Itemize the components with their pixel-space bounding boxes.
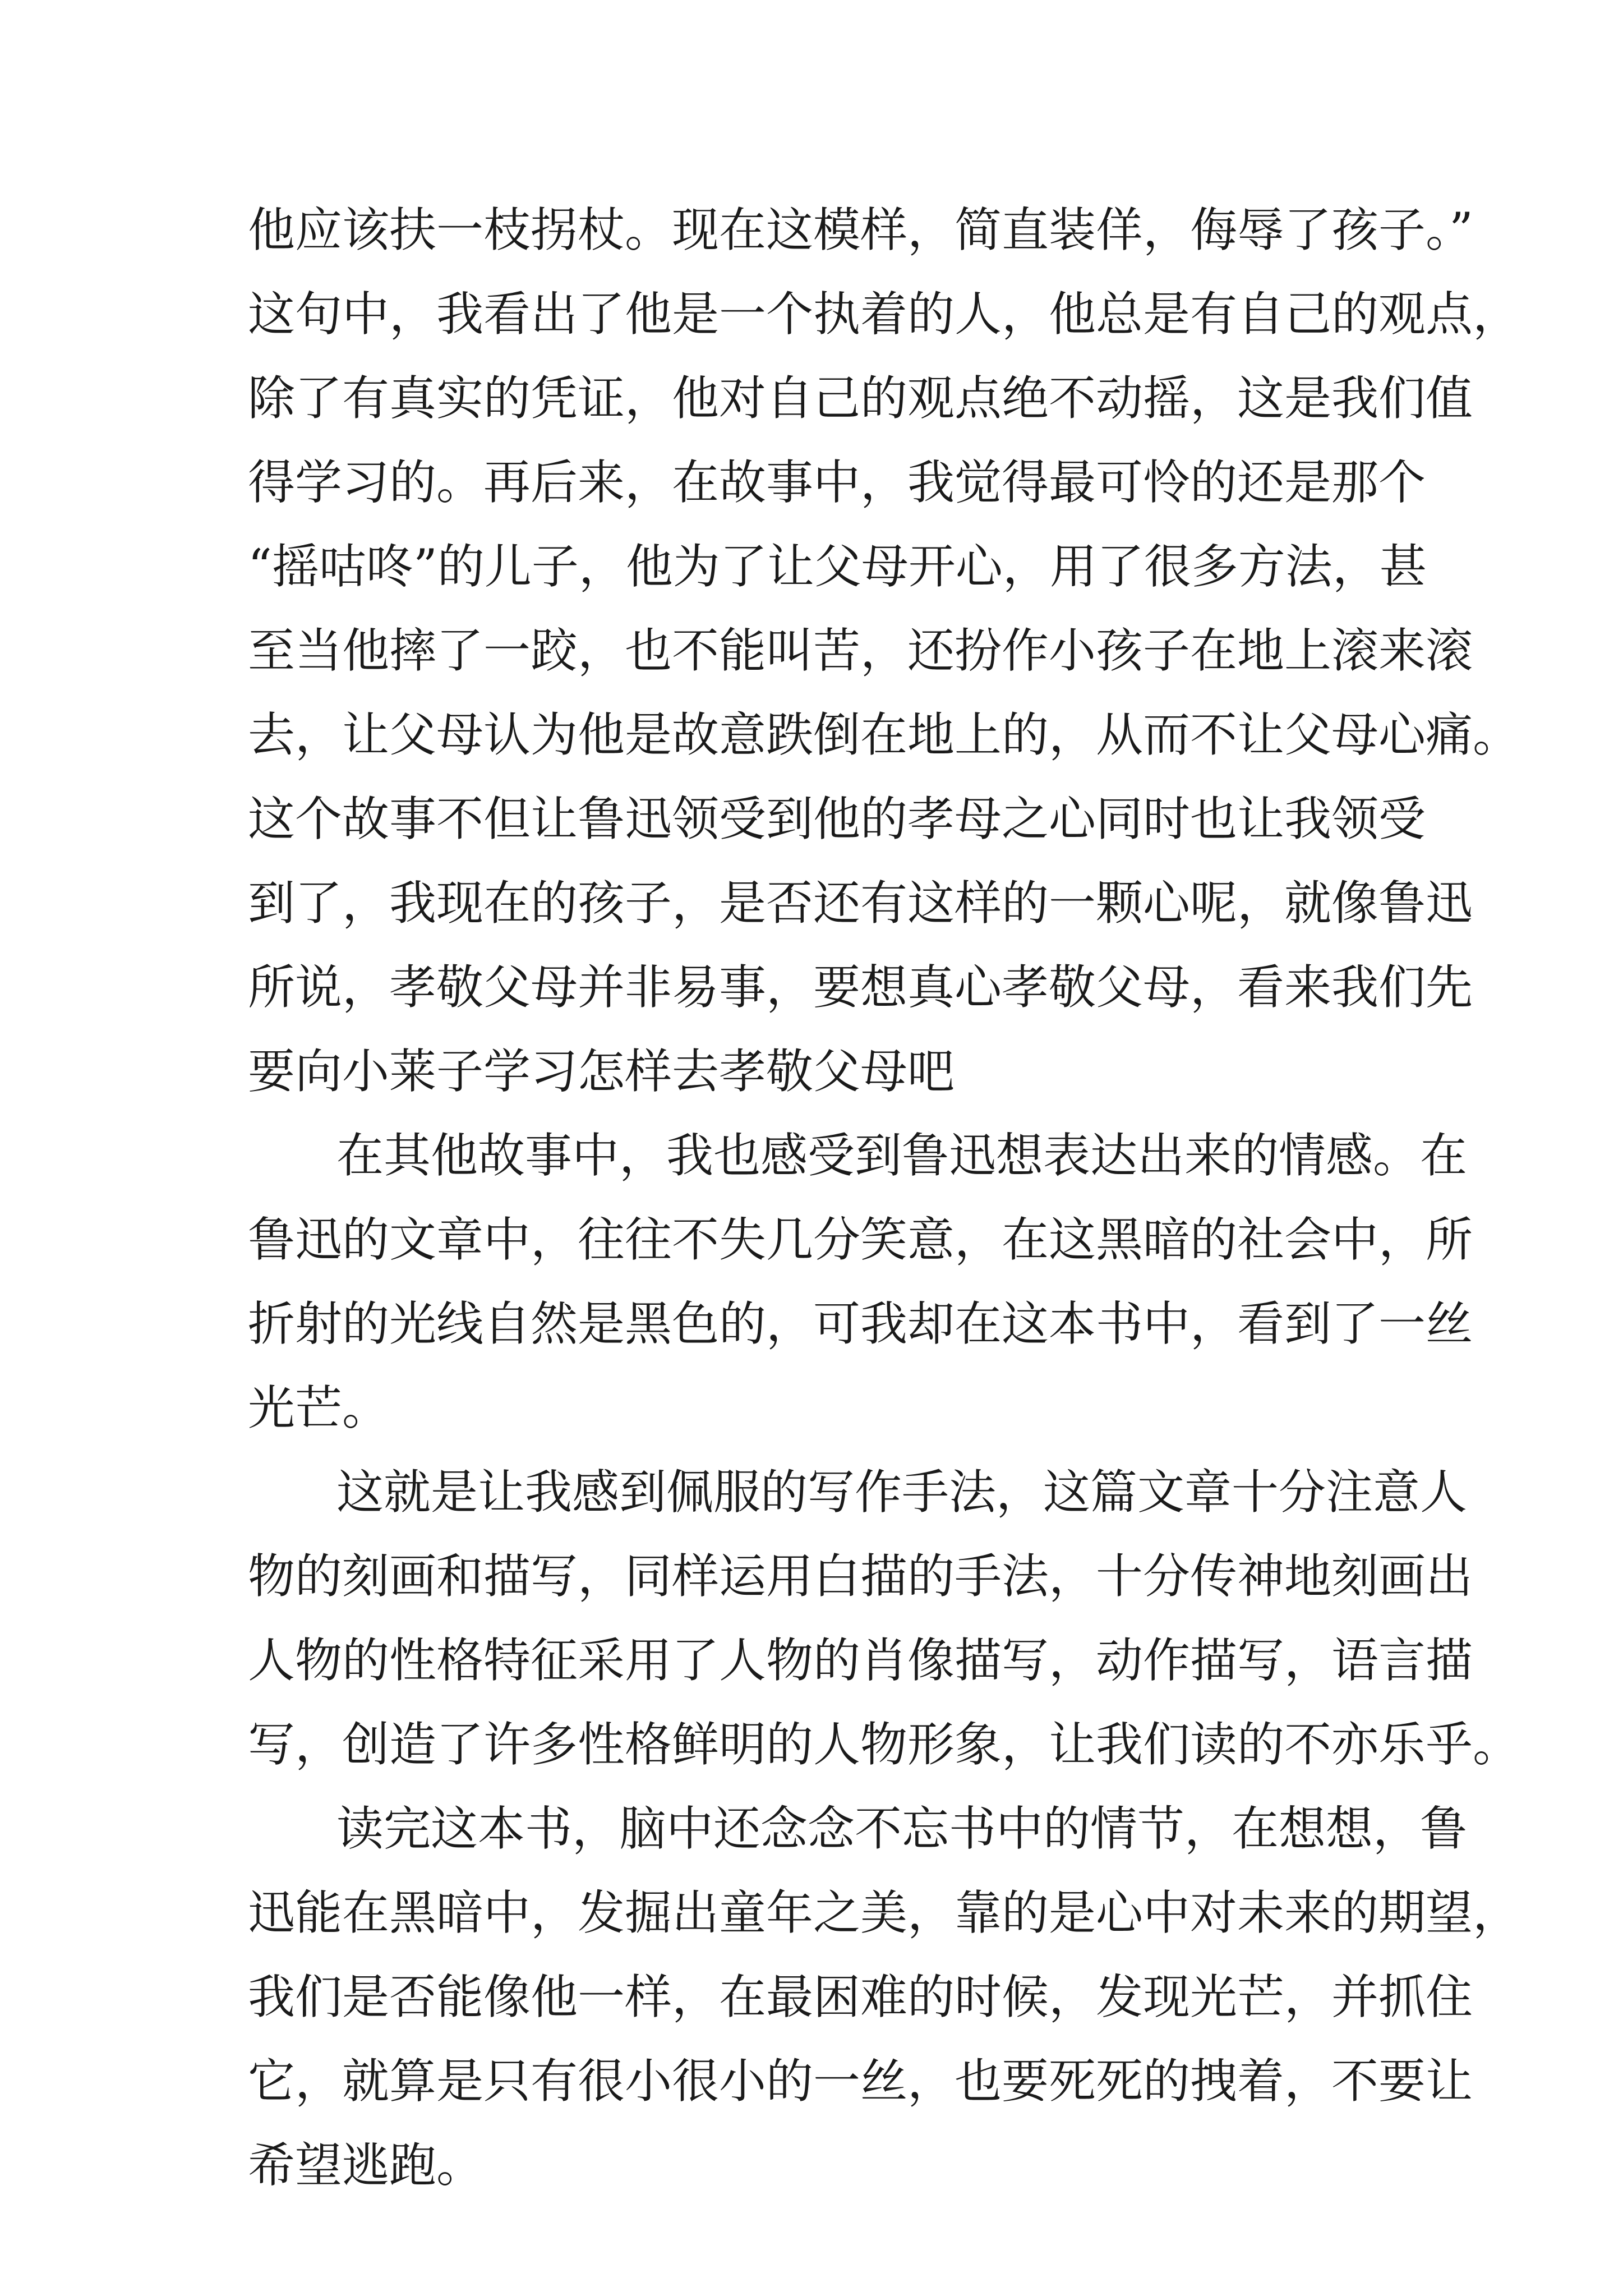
text-line: 要向小莱子学习怎样去孝敬父母吧 <box>248 1044 955 1099</box>
text-line: 去，让父母认为他是故意跌倒在地上的，从而不让父母心痛。 <box>248 707 1520 762</box>
text-line: 除了有真实的凭证，他对自己的观点绝不动摇，这是我们值 <box>248 371 1473 426</box>
text-line: 这就是让我感到佩服的写作手法，这篇文章十分注意人 <box>336 1465 1468 1520</box>
text-line: 这句中，我看出了他是一个执着的人，他总是有自己的观点， <box>248 287 1520 342</box>
text-line: 所说，孝敬父母并非易事，要想真心孝敬父母，看来我们先 <box>248 960 1473 1015</box>
text-line: 它，就算是只有很小很小的一丝，也要死死的拽着，不要让 <box>248 2054 1473 2109</box>
text-line: 得学习的。再后来，在故事中，我觉得最可怜的还是那个 <box>248 455 1426 510</box>
text-line: 希望逃跑。 <box>248 2138 484 2193</box>
text-line: 这个故事不但让鲁迅领受到他的孝母之心同时也让我领受 <box>248 792 1426 846</box>
text-line: 迅能在黑暗中，发掘出童年之美，靠的是心中对未来的期望， <box>248 1885 1520 1940</box>
text-line: 他应该扶一枝拐杖。现在这模样，简直装佯，侮辱了孩子。” <box>248 203 1473 257</box>
text-line: 折射的光线自然是黑色的，可我却在这本书中，看到了一丝 <box>248 1296 1473 1351</box>
text-line: 到了，我现在的孩子，是否还有这样的一颗心呢，就像鲁迅 <box>248 876 1473 931</box>
text-line: 至当他摔了一跤，也不能叫苦，还扮作小孩子在地上滚来滚 <box>248 623 1473 678</box>
text-line: 在其他故事中，我也感受到鲁迅想表达出来的情感。在 <box>336 1128 1468 1183</box>
text-line: 我们是否能像他一样，在最困难的时候，发现光芒，并抓住 <box>248 1970 1473 2024</box>
text-line: 写，创造了许多性格鲜明的人物形象，让我们读的不亦乐乎。 <box>248 1717 1520 1772</box>
text-line: 人物的性格特征采用了人物的肖像描写，动作描写，语言描 <box>248 1633 1473 1688</box>
text-line: 光芒。 <box>248 1381 390 1435</box>
text-line: 鲁迅的文章中，往往不失几分笑意，在这黑暗的社会中，所 <box>248 1212 1473 1267</box>
text-line: 读完这本书，脑中还念念不忘书中的情节，在想想，鲁 <box>336 1801 1468 1856</box>
text-line: “摇咕咚”的儿子，他为了让父母开心，用了很多方法，甚 <box>248 539 1427 594</box>
text-line: 物的刻画和描写，同样运用白描的手法，十分传神地刻画出 <box>248 1549 1473 1604</box>
